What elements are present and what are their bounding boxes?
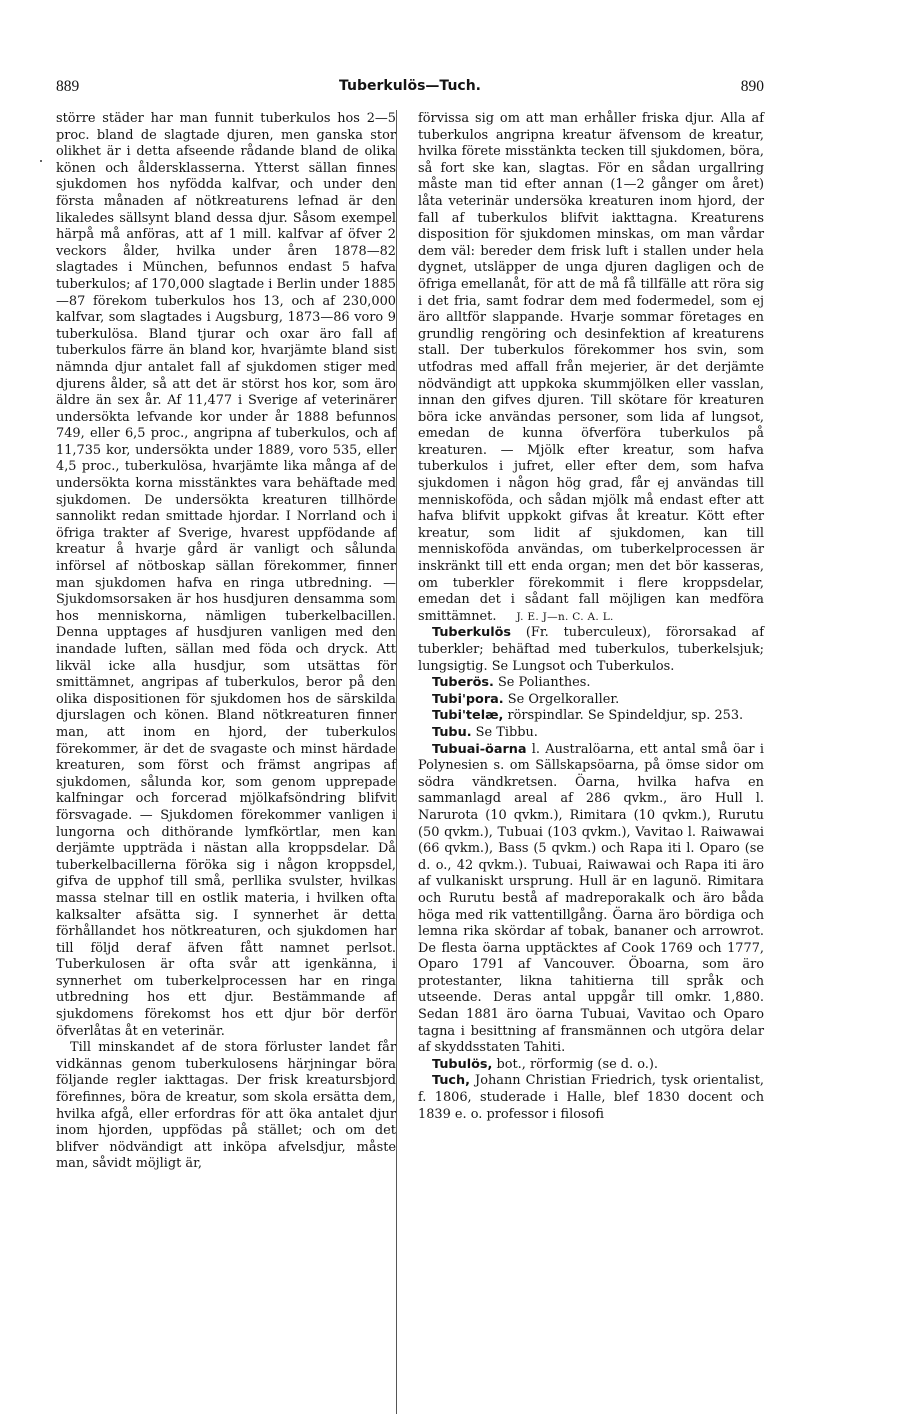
entry-headword: Tubuai-öarna [432,741,527,757]
dictionary-entry [418,625,764,675]
dictionary-entry [418,725,764,742]
entry-headword: Tubi'telæ, [432,708,504,724]
entry-text: l. Australöarna, ett antal små öar i Polynesien s. om Sällskapsöarna, på ömse sidor om södra vändkretsen. Öarna, hvilka hafva en sammanlagd areal af 286 qvkm., äro Hull l. Narurota (10 qvkm.), Rimitara (10 qvkm.), Rurutu (50 qvkm.), Tubuai (103 qvkm.), Vavitao l. Raiwawai (66 qvkm.), Bass (5 qvkm.) och Rapa iti l. Oparo (se d. o., 42 qvkm.). Tubuai, Raiwawai och Rapa iti äro af vulkaniskt ursprung. Hull är en lagunö. Rimitara och Rurutu bestå af madreporakalk och äro båda höga med rik vattentillgång. Öarna äro bördiga och lemna rika skördar af tobak, bananer och arrowrot. De flesta öarna upptäcktes af Cook 1769 och 1777, Oparo 1791 af Vancouver. Öboarna, som äro protestanter, likna tahitierna till språk och utseende. Deras antal uppgår till omkr. 1,880. Sedan 1881 äro öarna Tubuai, Vavitao och Oparo tagna i besittning af fransmännen och utgöra delar af skyddsstaten Tahiti. [418,741,764,1056]
paragraph [418,111,764,625]
column-divider [396,110,397,1414]
entry-headword: Tuberös. [432,675,494,691]
entry-headword: Tubi'pora. [432,691,504,707]
left-column [56,111,396,1173]
dictionary-entry [418,708,764,725]
right-column [418,111,764,1123]
entry-text: Se Tibbu. [471,724,538,740]
paragraph-text: förvissa sig om att man erhåller friska djur. Alla af tuberkulos angripna kreatur äfvensom de kreatur, hvilka förete misstänkta tecken till sjukdomen, böra, så fort ske kan, slagtas. För en sådan urgallring måste man tid efter annan (1—2 gånger om året) låta veterinär undersöka kreaturen inom hjord, der fall af tuberkulos blifvit iakttagna. Kreaturens disposition för sjukdomen minskas, om man vårdar dem väl: bereder dem frisk luft i stallen under hela dygnet, utsläpper de unga djuren dagligen och de öfriga emellanåt, för att de må få tillfälle att röra sig i det fria, samt fodrar dem med fodermedel, som ej äro alltför slappande. Hvarje sommar företages en grundlig rengöring och desinfektion af kreaturens stall. Der tuberkulos förekommer hos svin, som utfodras med affall från mejerier, är det derjämte nödvändigt att uppkoka skummjölken eller vasslan, innan den gifves djuren. Till skötare för kreaturen böra icke användas personer, som lida af lungsot, emedan de kunna öfverföra tuberkulos på kreaturen. — Mjölk efter kreatur, som hafva tuberkulos i jufret, eller efter dem, som hafva sjukdomen i någon hög grad, får ej användas till menniskoföda, och sådan mjölk må endast efter att hafva blifvit uppkokt gifvas åt kreatur. Kött efter kreatur, som lidit af sjukdomen, kan till menniskoföda användas, om tuberkelprocessen är inskränkt till ett enda organ; men det bör kasseras, om tuberkler förekommit i flere kroppsdelar, emedan det i sådant fall möjligen kan medföra smittämnet. [418,111,764,624]
page-number-right: 890 [740,78,764,95]
entry-text: bot., rörformig (se d. o.). [492,1056,659,1072]
entry-text: rörspindlar. Se Spindeldjur, sp. 253. [503,708,744,724]
entry-text: Se Orgelkoraller. [503,691,620,707]
entry-text: Se Polianthes. [493,675,591,691]
paragraph: Till minskandet af de stora förluster landet får vidkännas genom tuberkulosens härjningar böra följande regler iakttagas. Der frisk kreatursbjord förefinnes, böra de kreatur, som skola ersätta dem, hvilka afgå, eller erfordras för att öka antalet djur inom hjorden, uppfödas på stället; och om det blifver nödvändigt att inköpa afvelsdjur, måste man, såvidt möjligt är, [56,1040,396,1172]
entry-headword: Tubulös, [432,1056,493,1072]
dictionary-entry [418,692,764,709]
margin-speck [40,160,42,162]
author-signature: J. E. J—n. C. A. L. [516,610,614,623]
dictionary-entry [418,742,764,1057]
dictionary-entry [418,675,764,692]
entry-text: Johann Christian Friedrich, tysk orientalist, f. 1806, studerade i Halle, blef 1830 docent och 1839 e. o. professor i filosofi [418,1073,764,1122]
running-head: Tuberkulös—Tuch. [339,78,481,94]
entry-headword: Tuberkulös [432,625,511,641]
dictionary-entry [418,1073,764,1123]
entry-headword: Tuch, [432,1073,470,1089]
dictionary-entry [418,1057,764,1074]
entry-headword: Tubu. [432,724,472,740]
paragraph: större städer har man funnit tuberkulos hos 2—5 proc. bland de slagtade djuren, men ganska stor olikhet är i detta afseende rådande bland de olika könen och åldersklasserna. Ytterst sällan finnes sjukdomen hos nyfödda kalfvar, och under den första månaden af nötkreaturens lefnad är den likaledes sällsynt bland dessa djur. Såsom exempel härpå må anföras, att af 1 mill. kalfvar af öfver 2 veckors ålder, hvilka under åren 1878—82 slagtades i München, befunnos endast 5 hafva tuberkulos; af 170,000 slagtade i Berlin under 1885—87 förekom tuberkulos hos 13, och af 230,000 kalfvar, som slagtades i Augsburg, 1873—86 voro 9 tuberkulösa. Bland tjurar och oxar äro fall af tuberkulos färre än bland kor, hvarjämte bland sist nämnda djur antalet fall af sjukdomen stiger med djurens ålder, så att det är störst hos kor, som äro äldre än sex år. Af 11,477 i Sverige af veterinärer undersökta lefvande kor under år 1888 befunnos 749, eller 6,5 proc., angripna af tuberkulos, och af 11,735 kor, undersökta under 1889, voro 535, eller 4,5 proc., tuberkulösa, hvarjämte lika många af de undersökta korna misstänktes vara behäftade med sjukdomen. De undersökta kreaturen tillhörde sannolikt redan smittade hjordar. I Norrland och i öfriga trakter af Sverige, hvarest uppfödande af kreatur å hvarje gård är vanligt och sålunda införsel af nötboskap sällan förekommer, finner man sjukdomen hafva en ringa utbredning. — Sjukdomsorsaken är hos husdjuren densamma som hos menniskorna, nämligen tuberkelbacillen. Denna upptages af husdjuren vanligen med den inandade luften, sällan med föda och dryck. Att likväl icke alla husdjur, som utsättas för smittämnet, angripas af tuberkulos, beror på den olika dispositionen för sjukdomen hos de särskilda djurslagen och könen. Bland nötkreaturen finner man, att inom en hjord, der tuberkulos förekommer, är det de svagaste och minst härdade kreaturen, som först och främst angripas af sjukdomen, sålunda kor, som genom upprepade kalfningar och forcerad mjölkafsöndring blifvit försvagade. — Sjukdomen förekommer vanligen i lungorna och dithörande lymfkörtlar, men kan derjämte uppträda i nästan alla kroppsdelar. Då tuberkelbacillerna föröka sig i någon kroppsdel, gifva de upphof till små, perllika svulster, hvilkas massa stelnar till en ostlik materia, i hvilken ofta kalksalter afsätta sig. I synnerhet är detta förhållandet hos nötkreaturen, och sjukdomen har till följd deraf äfven fått namnet perlsot. Tuberkulosen är ofta svår att igenkänna, i synnerhet om tuberkelprocessen har en ringa utbredning hos ett djur. Bestämmande af sjukdomens förekomst hos ett djur bör derför öfverlåtas åt en veterinär. [56,111,396,1039]
entry-text: (Fr. tuberculeux), förorsakad af tuberkler; behäftad med tuberkulos, tuberkelsjuk; lungsigtig. Se Lungsot och Tuberkulos. [418,625,764,674]
page-number-left: 889 [56,78,80,95]
page-header [56,78,764,98]
